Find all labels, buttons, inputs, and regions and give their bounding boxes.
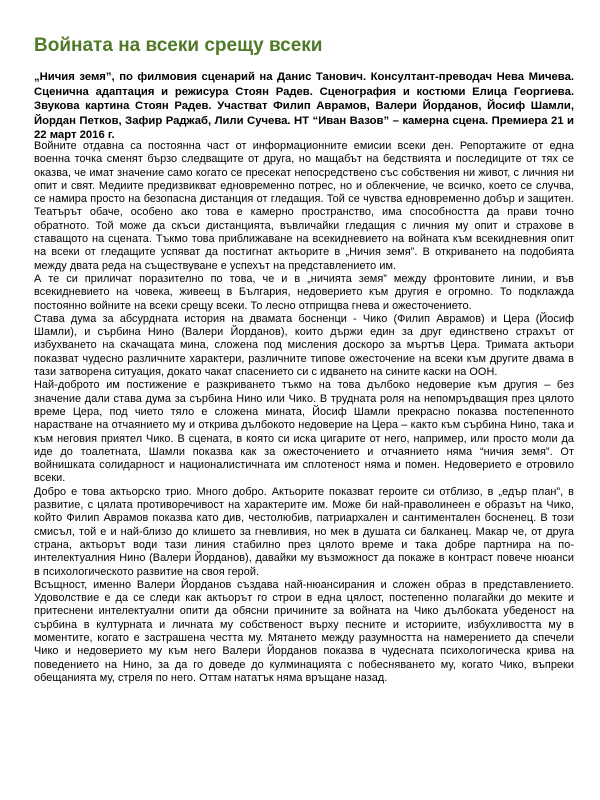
paragraph-5: Добро е това актьорско трио. Много добро. Актьорите показват героите си отблизо, в „едър план”, в развитие, с цялата противоречивост на характерите им. Може би най-праволинеен е образът на Чико, който Филип Аврамов показва като див, честолюбив, патриархален и сантиментален босненец. В този смисъл, той е и най-близо до клишето за гневливия, но мек в душата си балканец. Макар че, от друга страна, актьорът води тази линия стабилно през цялото време и така добре партнира на по-интелектуалния Нино (Валери Йорданов), давайки му възможност да покаже в контраст повече нюанси в психологическото развитие на своя герой. <box>34 485 574 578</box>
paragraph-6: Всъщност, именно Валери Йорданов създава най-нюансирания и сложен образ в представлението. Удоволствие е да се следи как актьорът го строи в една цялост, постепенно полагайки до меките и притеснени интелектуални опити да обясни причините за войната на Чико дълбоката убеденост на сърбина в културната и личната му собственост върху песните и историите, избухливостта му в моментите, когато е застрашена честта му. Мятането между разумността на намерението да спечели Чико и недоверието му към него Валери Йорданов показва в чудесната психологическа крива на поведението на Нино, за да го доведе до кулминацията с побесняването му, когато Чико, въпреки обещанията му, стреля по него. Оттам нататък няма връщане назад. <box>34 578 574 684</box>
paragraph-2: А те си приличат поразително по това, че и в „ничията земя” между фронтовите линии, и във всекидневието на човека, живеещ в България, недоверието към другия е огромно. То подклажда постоянно войните на всеки срещу всеки. То лесно отприщва гнева и ожесточението. <box>34 272 574 312</box>
paragraph-4: Най-доброто им постижение е разкриването тъкмо на това дълбоко недоверие към другия – без значение дали става дума за сърбина Нино или Чико. В трудната роля на непомръдващия през цялото време Цера, под чието тяло е сложена мината, Йосиф Шамли прекрасно показва постепенното нарастване на отчаянието му и открива дълбокото недоверие на Цера – както към сърбина Нино, така и към неговия приятел Чико. В сцената, в която си иска цигарите от него, например, или просто моли да иде до тоалетната, Шамли показва как за ожесточението и отчаянието няма “ничия земя”. От войнишката солидарност и националистичната им сплотеност няма и помен. Недоверието е отровило всеки. <box>34 379 574 485</box>
article-body <box>34 140 574 685</box>
article-title: Войната на всеки срещу всеки <box>34 35 323 56</box>
paragraph-3: Става дума за абсурдната история на двамата босненци - Чико (Филип Аврамов) и Цера (Йосиф Шамли), и сърбина Нино (Валери Йорданов), които държи един за друг единствено страхът от избухването на скачащата мина, сложена под мисления доскоро за мъртъв Цера. Тримата актьори показват чудесно различните характери, различните типове ожесточение на всеки към другите двама в тази затворена ситуация, докато чакат спасението си с идването на сините каски на ООН. <box>34 312 574 379</box>
article-credits: „Ничия земя”, по филмовия сценарий на Данис Танович. Консултант-преводач Нева Мичева. Сценична адаптация и режисура Стоян Радев. Сценография и костюми Елица Георгиева. Звукова картина Стоян Радев. Участват Филип Аврамов, Валери Йорданов, Йосиф Шамли, Йордан Петков, Зафир Раджаб, Лили Сучева. НТ “Иван Вазов” – камерна сцена. Премиера 21 и 22 март 2016 г. <box>34 71 574 141</box>
paragraph-1: Войните отдавна са постоянна част от информационните емисии всеки ден. Репортажите от една военна точка сменят бързо следващите от друга, но мащабът на бедствията и последиците от тях се оказва, че имат значение само когато се пресекат непосредствено със собствения ни живот, с личния ни опит и свят. Медиите предизвикват едновременно потрес, но и облекчение, че всичко, което се случва, се намира просто на безопасна дистанция от гледащия. Той се чувства едновременно добър и защитен. Театърът обаче, особено ако това е камерно пространство, има способността да прави точно обратното. Той може да скъси дистанцията, въвличайки гледащия с личния му опит и страхове в ставащото на сцената. Тъкмо това приближаване на всекидневието на войната към всекидневния опит на всеки от гледащите успяват да постигнат актьорите в „Ничия земя”. В откриването на подобията между двата реда на съществуване е успехът на представлението им. <box>34 140 574 272</box>
